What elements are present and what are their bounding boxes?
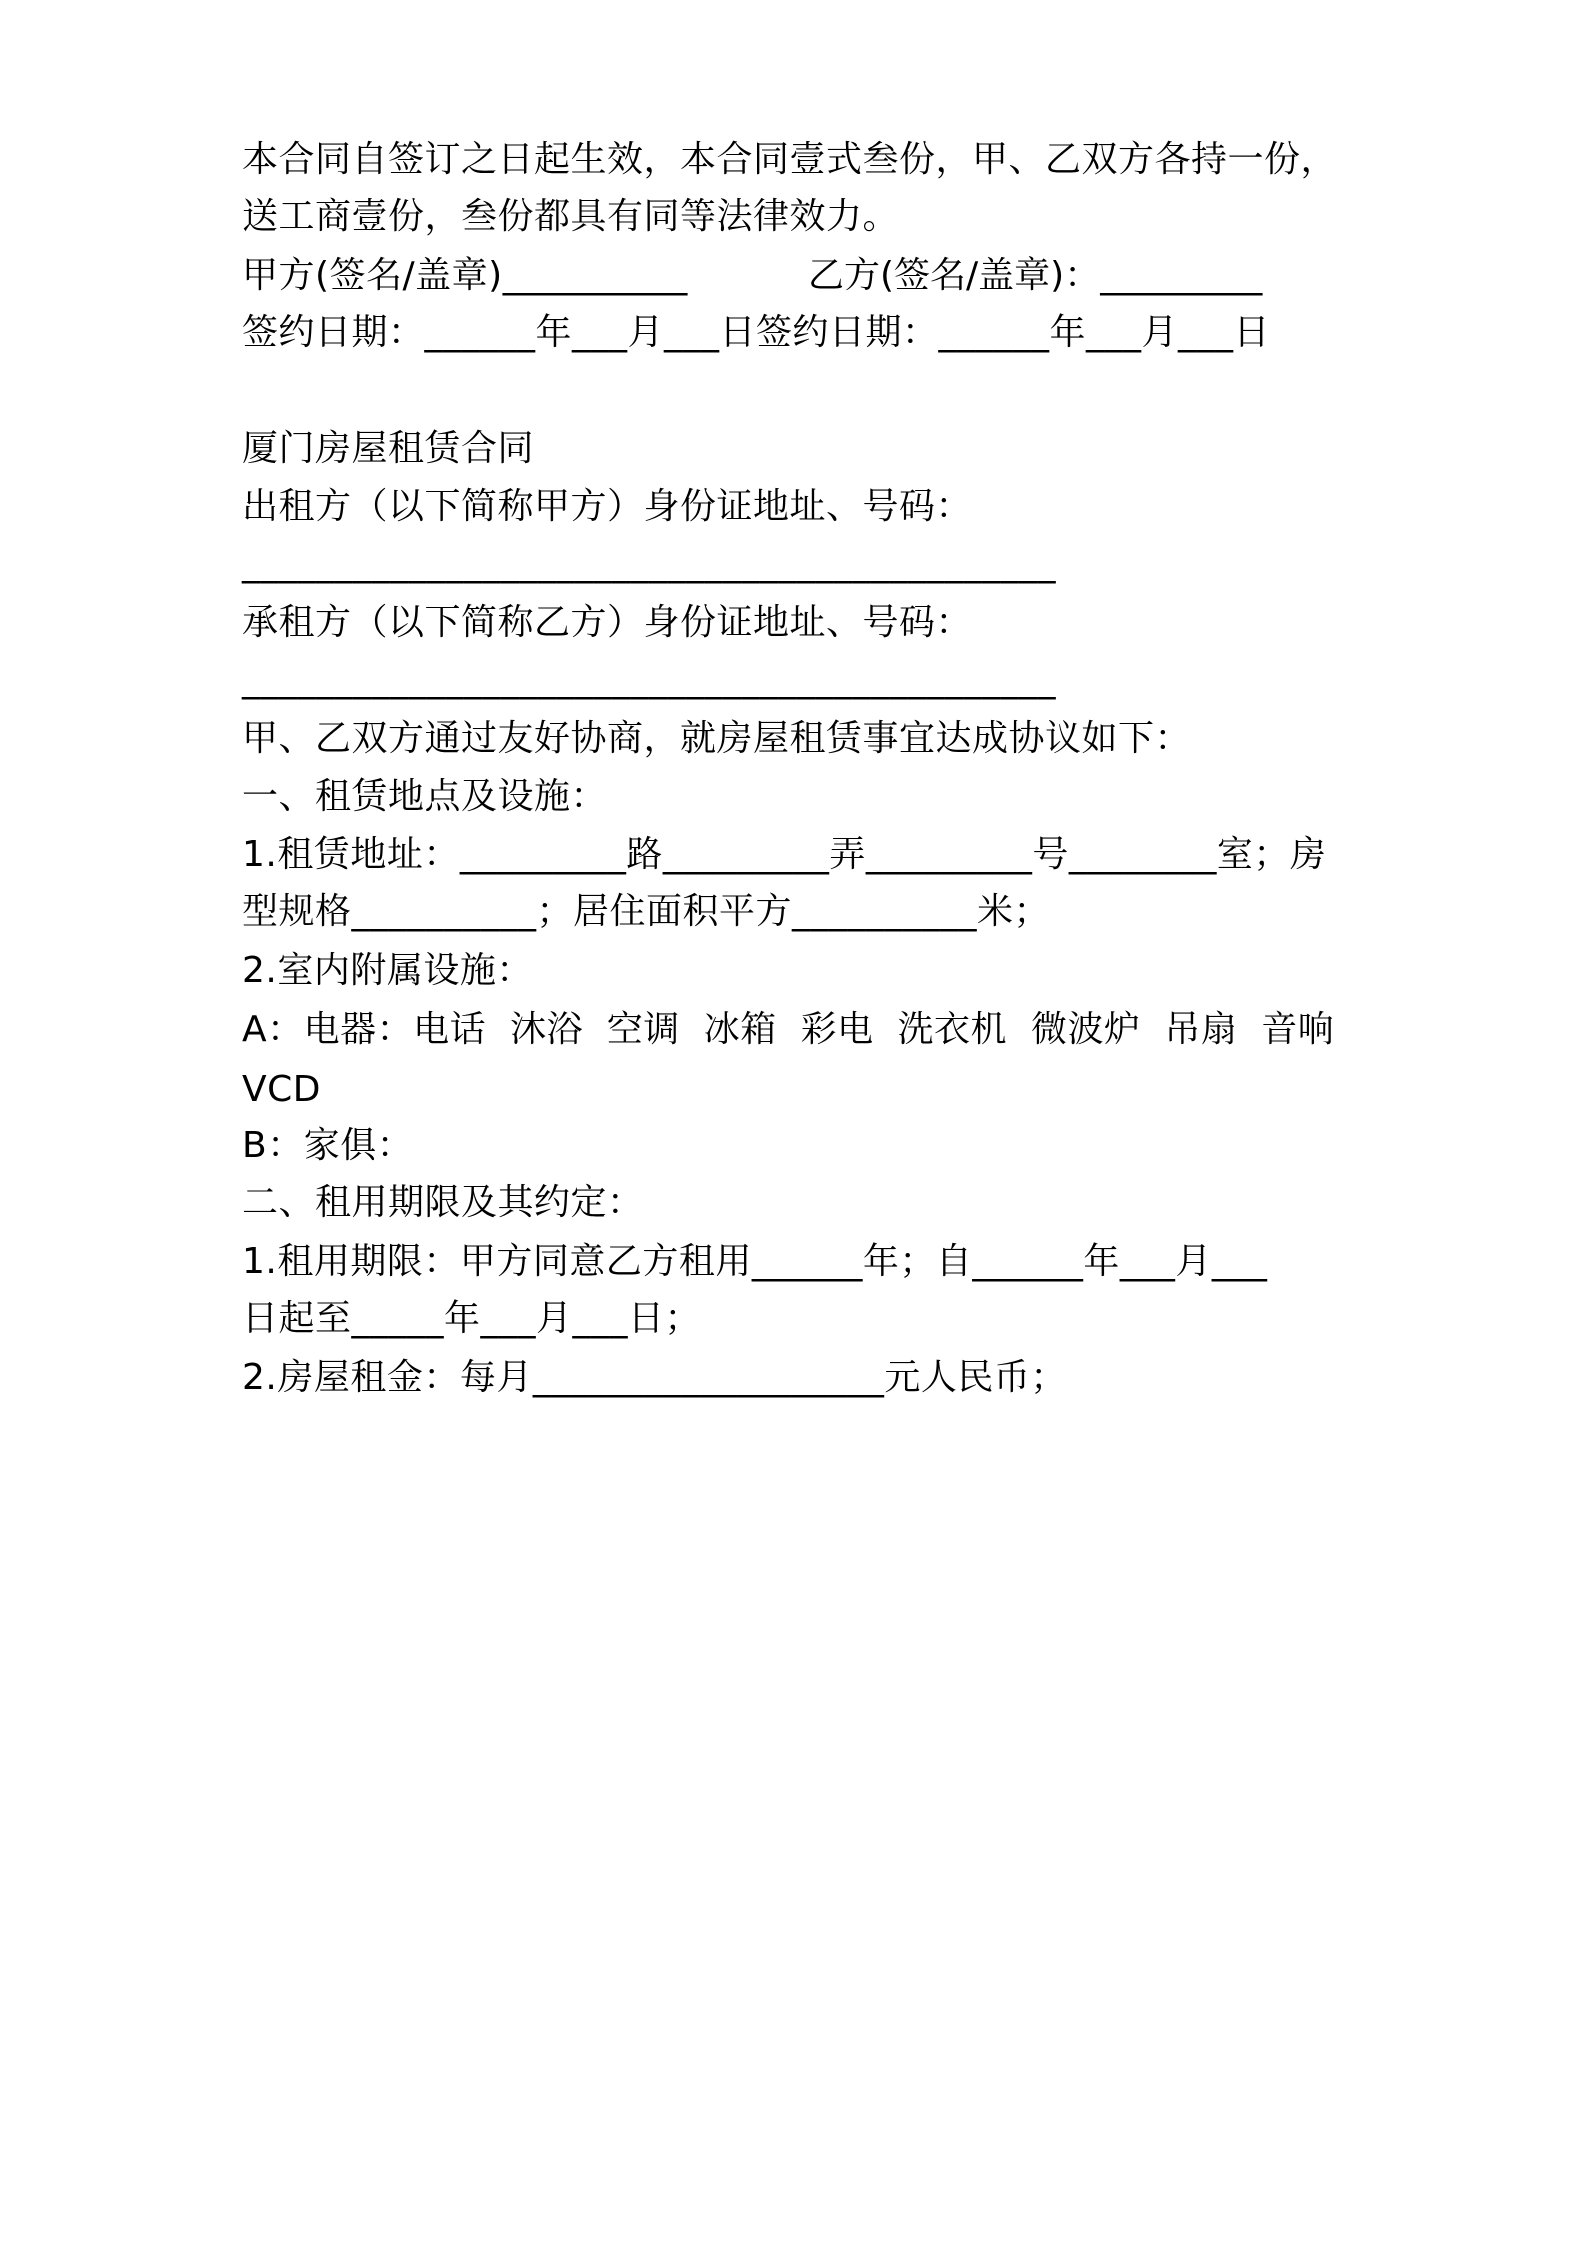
lessee-label: 承租方（以下简称乙方）身份证地址、号码： — [242, 602, 973, 643]
document-title: 厦门房屋租赁合同 — [242, 428, 535, 469]
furniture-line: B：家俱： — [242, 1125, 414, 1166]
paragraph-effectivity-line-2: 送工商壹份，叁份都具有同等法律效力。 — [242, 196, 900, 237]
signing-date-line: 签约日期：______年___月___日签约日期：______年___月___日 — [242, 312, 1271, 353]
paragraph-effectivity-line-1: 本合同自签订之日起生效，本合同壹式叁份，甲、乙双方各持一份， — [242, 139, 1338, 180]
section-2-item-2: 2.房屋租金：每月___________________元人民币； — [242, 1357, 1067, 1398]
section-1-item-1-line-2: 型规格__________；居住面积平方__________米； — [242, 891, 1051, 932]
section-1-item-2: 2.室内附属设施： — [242, 950, 533, 991]
appliances-line-1: A：电器：电话 沐浴 空调 冰箱 彩电 洗衣机 微波炉 吊扇 音响 — [242, 1009, 1335, 1050]
appliances-line-2: VCD — [242, 1069, 321, 1110]
section-2-heading: 二、租用期限及其约定： — [242, 1182, 644, 1223]
section-1-item-1-line-1: 1.租赁地址：_________路_________弄_________号________室；房 — [242, 834, 1327, 875]
agreement-intro: 甲、乙双方通过友好协商，就房屋租赁事宜达成协议如下： — [242, 718, 1192, 759]
section-1-heading: 一、租赁地点及设施： — [242, 776, 608, 817]
section-2-item-1-line-1: 1.租用期限：甲方同意乙方租用______年；自______年___月___ — [242, 1241, 1268, 1282]
lessor-label: 出租方（以下简称甲方）身份证地址、号码： — [242, 486, 973, 527]
signature-party-b: 乙方(签名/盖章)：_________ — [808, 255, 1263, 296]
lessor-blank-line: ____________________________________________ — [242, 543, 1056, 584]
section-2-item-1-line-2: 日起至_____年___月___日； — [242, 1298, 702, 1339]
lessee-blank-line: ____________________________________________ — [242, 659, 1056, 700]
signature-party-a: 甲方(签名/盖章)__________ — [242, 255, 688, 296]
